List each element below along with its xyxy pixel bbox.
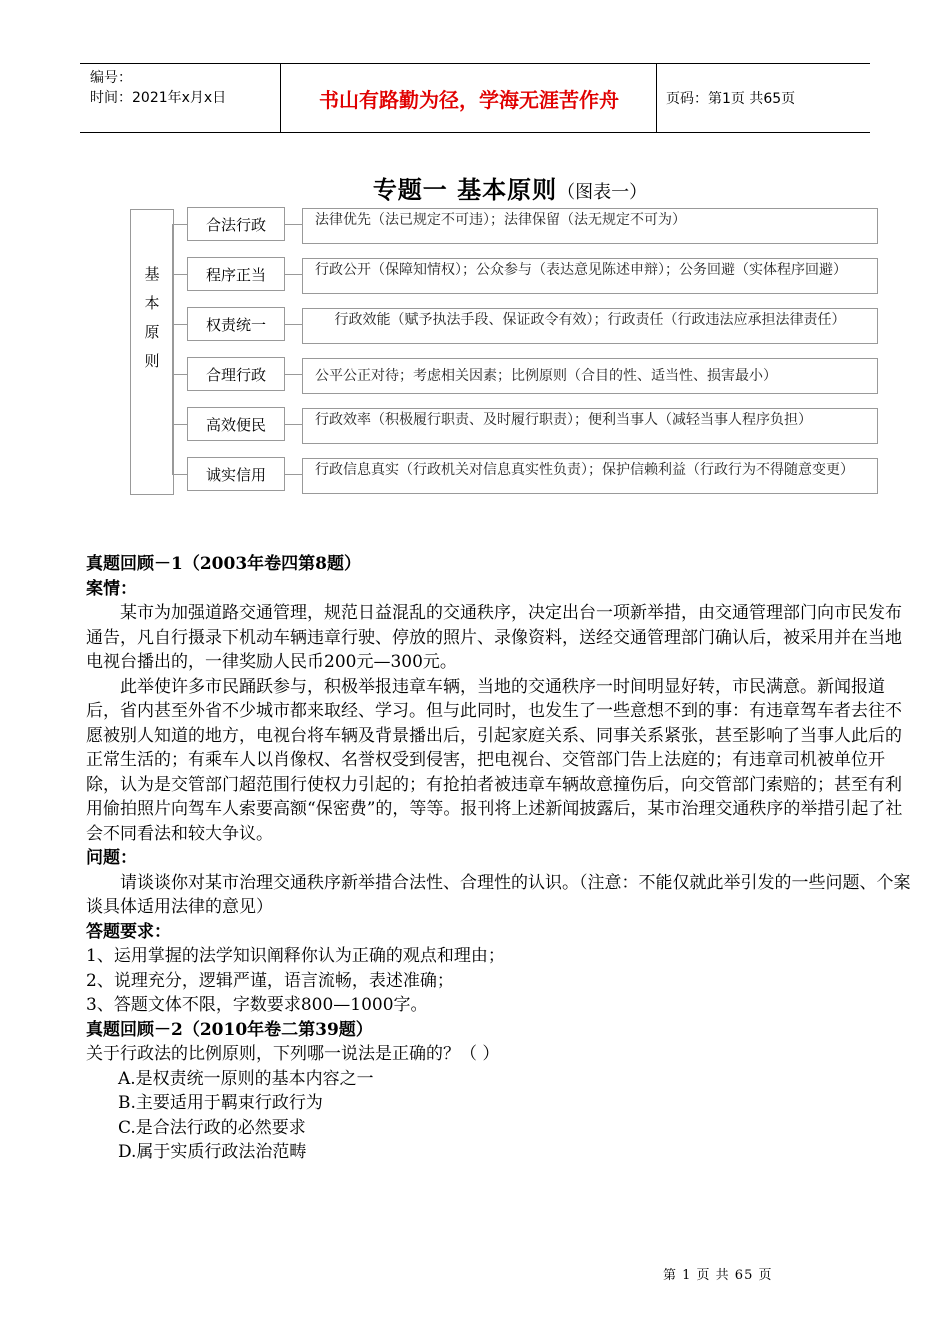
root-char: 则 xyxy=(144,352,160,370)
diagram-connector xyxy=(285,224,302,225)
category-box: 程序正当 xyxy=(187,257,285,291)
requirement-item: 1、运用掌握的法学知识阐释你认为正确的观点和理由； xyxy=(86,946,505,966)
number-label: 编号： xyxy=(90,70,132,86)
option-b: B.主要适用于羁束行政行为 xyxy=(118,1093,323,1113)
diagram-connector xyxy=(172,424,187,425)
case-paragraph: 此举使许多市民踊跃参与，积极举报违章车辆，当地的交通秩序一时间明显好转，市民满意。新闻报道后，省内甚至外省不少城市都来取经、学习。但与此同时，也发生了一些意想不到的事：有违章驾车者去往不愿被别人知道的地方，电视台将车辆及背景播出后，引起家庭关系、同事关系紧张，甚至影响了当事人此后的正常生活的；有乘车人以肖像权、名誉权受到侵害，把电视台、交管部门告上法庭的；有违章司机被单位开除，认为是交管部门超范围行使权力引起的；有抢拍者被违章车辆故意撞伤后，向交管部门索赔的；甚至有利用偷拍照片向驾车人索要高额“保密费”的，等等。报刊将上述新闻披露后，某市治理交通秩序的举措引起了社会不同看法和较大争议。 xyxy=(86,676,903,844)
case-paragraph: 某市为加强道路交通管理，规范日益混乱的交通秩序，决定出台一项新举措，由交通管理部门向市民发布通告，凡自行摄录下机动车辆违章行驶、停放的照片、录像资料，送经交通管理部门确认后，被采用并在当地电视台播出的，一律奖励人民币200元—300元。 xyxy=(86,603,902,672)
header-motto: 书山有路勤为径，学海无涯苦作舟 xyxy=(319,87,619,112)
page-title xyxy=(0,170,950,205)
category-box: 合法行政 xyxy=(187,207,285,241)
page-footer: 第 1 页 共 65 页 xyxy=(663,1268,773,1283)
requirement-item: 2、说理充分，逻辑严谨，语言流畅，表述准确； xyxy=(86,970,454,991)
question-label: 问题： xyxy=(86,848,137,868)
description-box: 公平公正对待；考虑相关因素；比例原则（合目的性、适当性、损害最小） xyxy=(302,358,878,394)
diagram-connector xyxy=(285,274,302,275)
diagram-connector xyxy=(172,374,187,375)
header-divider xyxy=(280,64,281,132)
question-text: 请谈谈你对某市治理交通秩序新举措合法性、合理性的认识。（注意：不能仅就此举引发的一些问题、个案谈具体适用法律的意见） xyxy=(86,872,911,917)
root-char: 本 xyxy=(144,294,160,312)
diagram-connector xyxy=(285,424,302,425)
diagram-connector xyxy=(172,474,187,475)
diagram-root-box xyxy=(130,209,174,495)
main-content xyxy=(86,552,918,1165)
diagram-connector xyxy=(285,324,302,325)
description-box: 行政效能（赋予执法手段、保证政令有效）；行政责任（行政违法应承担法律责任） xyxy=(302,308,878,344)
case-label: 案情： xyxy=(86,578,137,599)
description-box: 行政公开（保障知情权）；公众参与（表达意见陈述申辩）；公务回避（实体程序回避） xyxy=(302,258,878,294)
description-box: 法律优先（法已规定不可违）；法律保留（法无规定不可为） xyxy=(302,208,878,244)
diagram-connector xyxy=(172,324,187,325)
title-sub: （图表一） xyxy=(557,182,648,203)
option-a: A.是权责统一原则的基本内容之一 xyxy=(118,1068,374,1089)
description-box: 行政信息真实（行政机关对信息真实性负责）；保护信赖利益（行政行为不得随意变更） xyxy=(302,458,878,494)
title-main: 专题一 基本原则 xyxy=(372,176,558,204)
category-box: 诚实信用 xyxy=(187,457,285,491)
description-box: 行政效率（积极履行职责、及时履行职责）；便利当事人（减轻当事人程序负担） xyxy=(302,408,878,444)
review2-question: 关于行政法的比例原则，下列哪一说法是正确的？（ ） xyxy=(86,1044,500,1064)
time-label: 时间：2021年x月x日 xyxy=(90,90,227,106)
option-d: D.属于实质行政法治范畴 xyxy=(118,1142,307,1162)
header-meta xyxy=(90,68,226,108)
requirements-label: 答题要求： xyxy=(86,921,171,942)
root-char: 原 xyxy=(144,323,160,341)
diagram-connector xyxy=(172,224,173,474)
page-header xyxy=(80,63,870,133)
option-c: C.是合法行政的必然要求 xyxy=(118,1117,306,1138)
diagram-connector xyxy=(172,224,187,225)
header-page-info: 页码：第1页 共65页 xyxy=(666,91,796,107)
review2-heading: 真题回顾－2（2010年卷二第39题） xyxy=(86,1019,373,1040)
category-box: 合理行政 xyxy=(187,357,285,391)
diagram-connector xyxy=(172,274,187,275)
category-box: 权责统一 xyxy=(187,307,285,341)
category-box: 高效便民 xyxy=(187,407,285,441)
diagram-root-label xyxy=(131,260,173,376)
diagram-connector xyxy=(285,474,302,475)
review1-heading: 真题回顾－1（2003年卷四第8题） xyxy=(86,554,361,574)
root-char: 基 xyxy=(144,265,160,283)
diagram-connector xyxy=(285,374,302,375)
header-divider xyxy=(656,64,657,132)
requirement-item: 3、答题文体不限，字数要求800—1000字。 xyxy=(86,995,428,1015)
